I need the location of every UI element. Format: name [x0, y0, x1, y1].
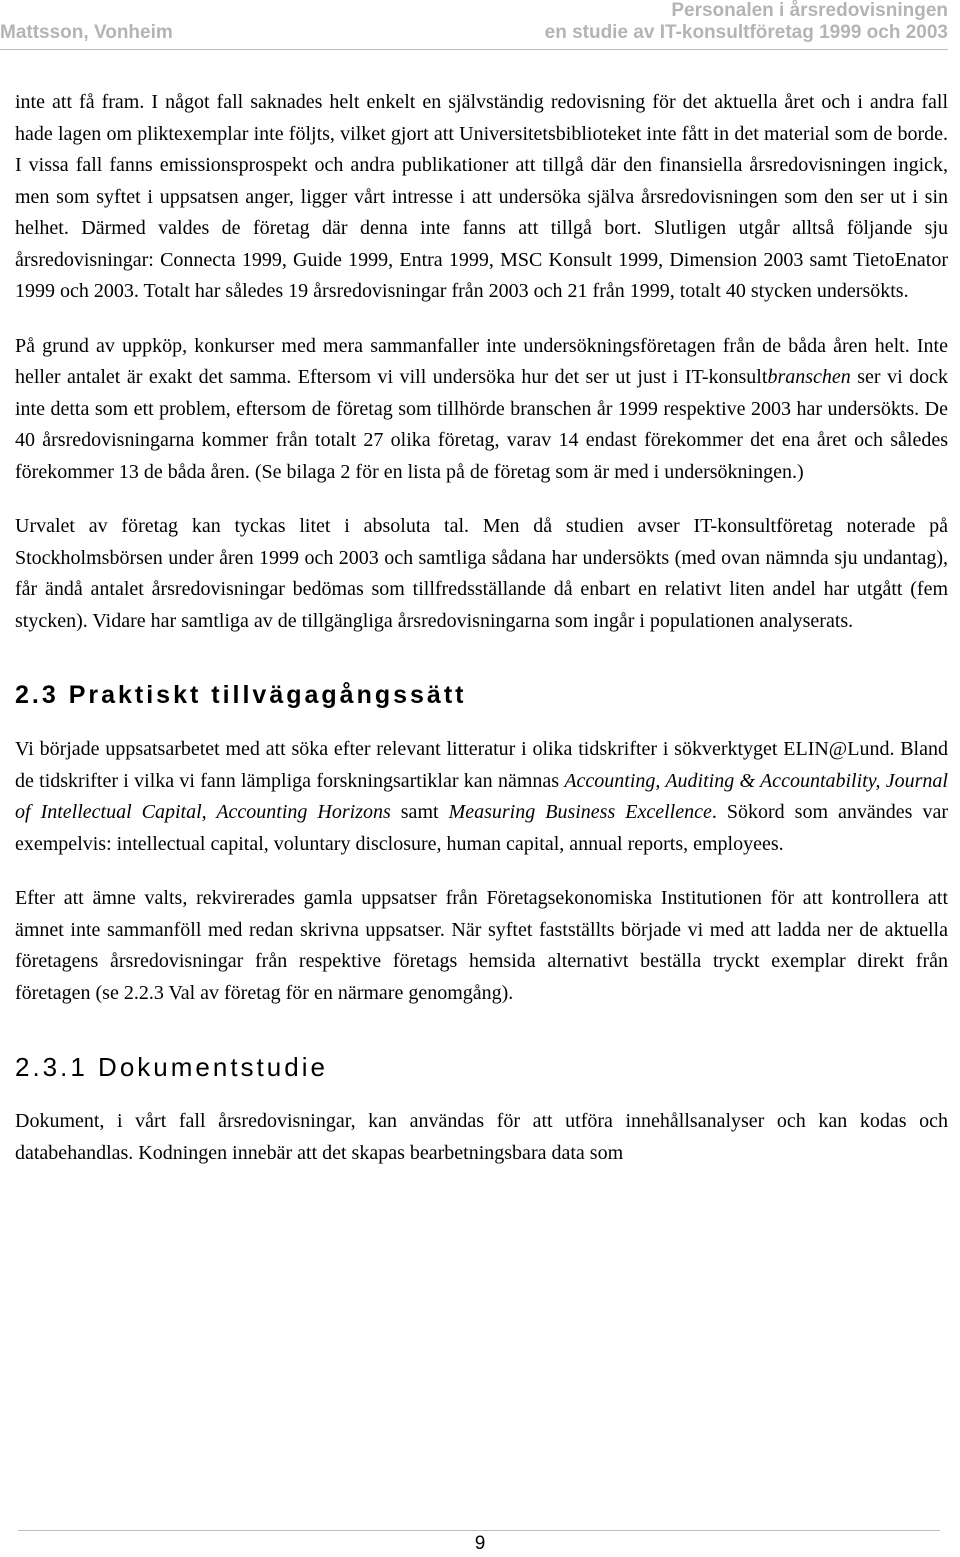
header-title: Personalen i årsredovisningen [671, 0, 948, 21]
page-header [0, 0, 960, 50]
section-2-3-paragraph-2: Efter att ämne valts, rekvirerades gamla uppsatser från Företagsekonomiska Institutionen för att kontrollera att ämnet inte sammanföll med redan skrivna uppsatser. När syftet fastställts började vi med att ladda ner de aktuella företagens årsredovisningar från respektive företags hemsida alternativt beställa tryckt exemplar direkt från företagen (se 2.2.3 Val av företag för en närmare genomgång). [15, 887, 948, 1004]
header-divider [0, 49, 948, 50]
header-subtitle: en studie av IT-konsultföretag 1999 och 2003 [544, 22, 948, 43]
section-2-3-text-c: . Sökord som användes var exempelvis: intellectual capital, voluntary disclosure, human capital, annual reports, employees. [15, 801, 948, 855]
page-number: 9 [474, 1533, 486, 1554]
header-authors: Mattsson, Vonheim [0, 22, 173, 43]
section-heading-2-3: 2.3 Praktiskt tillvägagångssätt [15, 681, 467, 709]
section-2-3-paragraph-1 [15, 734, 948, 860]
section-2-3-1-paragraph-1: Dokument, i vårt fall årsredovisningar, kan användas för att utföra innehållsanalyser och kan kodas och databehandlas. Kodningen innebär att det skapas bearbetningsbara data som [15, 1110, 948, 1164]
section-2-3-text-a: Vi började uppsatsarbetet med att söka efter relevant litteratur i olika tidskrifter i sökverktyget ELIN@Lund. Bland de tidskrifter i vilka vi fann lämpliga forskningsartiklar kan nämnas [15, 738, 948, 792]
journal-title-mbe: Measuring Business Excellence [448, 801, 712, 823]
paragraph-2-text-a: På grund av uppköp, konkurser med mera sammanfaller inte undersökningsföretagen från de båda åren helt. Inte heller antalet är exakt det samma. Eftersom vi vill undersöka hur det ser ut just i IT-konsult [15, 334, 948, 388]
footer-divider [18, 1530, 940, 1531]
journal-titles: Accounting, Auditing & Accountability, Journal of Intellectual Capital, Accounting Horizons [15, 769, 948, 823]
section-heading-2-3-1: 2.3.1 Dokumentstudie [15, 1052, 328, 1082]
paragraph-3: Urvalet av företag kan tyckas litet i absoluta tal. Men då studien avser IT-konsultföretag noterade på Stockholmsbörsen under åren 1999 och 2003 och samtliga sådana har undersökts (med ovan nämnda sju undantag), får ändå antalet årsredovisningar bedömas som tillfredsställande då enbart en relativt liten andel har utgått (fem stycken). Vidare har samtliga av de tillgängliga årsredovisningarna som ingår i populationen analyserats. [15, 515, 948, 632]
paragraph-2 [15, 331, 948, 489]
paragraph-1: inte att få fram. I något fall saknades helt enkelt en självständig redovisning för det aktuella året och i andra fall hade lagen om pliktexemplar inte följts, vilket gjort att Universitetsbiblioteket inte fått in det material som de borde. I vissa fall fanns emissionsprospekt och andra publikationer att tillgå där den finansiella årsredovisningen ingick, men som syftet i uppsatsen anger, ligger vårt intresse i att undersöka själva årsredovisningen som den ser ut i sin helhet. Därmed valdes de företag där denna inte fanns att tillgå bort. Slutligen utgår alltså följande sju årsredovisningar: Connecta 1999, Guide 1999, Entra 1999, MSC Konsult 1999, Dimension 2003 samt TietoEnator 1999 och 2003. Totalt har således 19 årsredovisningar från 2003 och 21 från 1999, totalt 40 stycken undersökts. [15, 91, 948, 302]
paragraph-2-text-b: ser vi dock inte detta som ett problem, eftersom de företag som tillhörde branschen år 1999 respektive 2003 har undersökts. De 40 årsredovisningarna kommer från totalt 27 olika företag, varav 14 endast förekommer det ena året och således förekommer 13 de båda åren. (Se bilaga 2 för en lista på de företag som är med i undersökningen.) [15, 366, 949, 483]
page-body [15, 87, 948, 1169]
paragraph-2-italic: branschen [767, 366, 851, 388]
section-2-3-text-b: samt [390, 801, 449, 823]
